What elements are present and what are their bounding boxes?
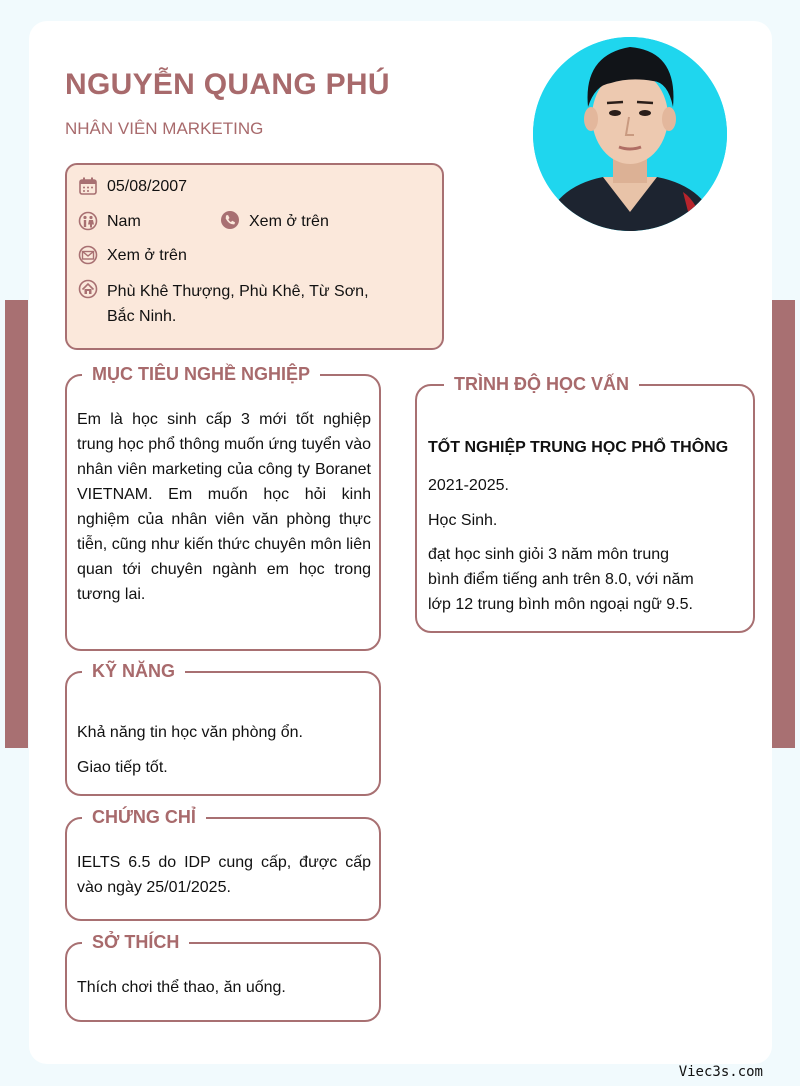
gender: Nam [107,213,141,230]
education-detail: bình điểm tiếng anh trên 8.0, với năm [428,571,694,588]
phone: Xem ở trên [249,213,329,230]
skills-title: KỸ NĂNG [82,658,185,684]
education-period: 2021-2025. [428,477,509,494]
hobbies-section [65,932,381,1022]
address-line-1: Phù Khê Thượng, Phù Khê, Từ Sơn, [107,283,369,300]
skill-item: Khả năng tin học văn phòng ổn. [77,724,303,741]
home-icon [78,279,98,299]
objective-text: Em là học sinh cấp 3 mới tốt nghiệp trung học phổ thông muốn ứng tuyển vào nhân viên marketing của công ty Boranet VIETNAM. Em muốn học hỏi kinh nghiệm của nhân viên văn phòng thực tiễn, cũng như kiến thức chuyên môn liên quan tới chuyên ngành em học trong tương lai. [77,411,371,603]
education-title: TRÌNH ĐỘ HỌC VẤN [444,371,639,397]
hobby-text: Thích chơi thể thao, ăn uống. [77,979,286,996]
skills-section [65,661,381,796]
profile-photo-portrait [533,37,727,231]
address-line-2: Bắc Ninh. [107,308,177,325]
birthdate: 05/08/2007 [107,178,188,195]
calendar-icon [78,176,98,196]
education-role: Học Sinh. [428,512,498,529]
email-icon [78,245,98,265]
email: Xem ở trên [107,247,187,264]
education-detail: lớp 12 trung bình môn ngoại ngữ 9.5. [428,596,693,613]
objective-section [65,364,381,651]
phone-icon [220,210,240,230]
certificates-title: CHỨNG CHỈ [82,804,206,830]
objective-title: MỤC TIÊU NGHỀ NGHIỆP [82,361,320,387]
personal-info-box [65,163,444,350]
education-detail: đạt học sinh giỏi 3 năm môn trung [428,546,670,563]
certificate-text: IELTS 6.5 do IDP cung cấp, được cấp vào ngày 25/01/2025. [77,854,371,896]
hobbies-title: SỞ THÍCH [82,929,189,955]
skill-item: Giao tiếp tốt. [77,759,168,776]
certificates-section [65,807,381,921]
watermark: Viec3s.com [678,1064,763,1080]
right-decor-band [772,300,795,748]
education-section [415,374,755,633]
candidate-name: NGUYỄN QUANG PHÚ [65,68,390,101]
job-title: NHÂN VIÊN MARKETING [65,119,264,138]
profile-photo [533,37,727,231]
education-degree: TỐT NGHIỆP TRUNG HỌC PHỔ THÔNG [428,439,729,456]
left-decor-band [5,300,28,748]
gender-icon [78,211,98,231]
